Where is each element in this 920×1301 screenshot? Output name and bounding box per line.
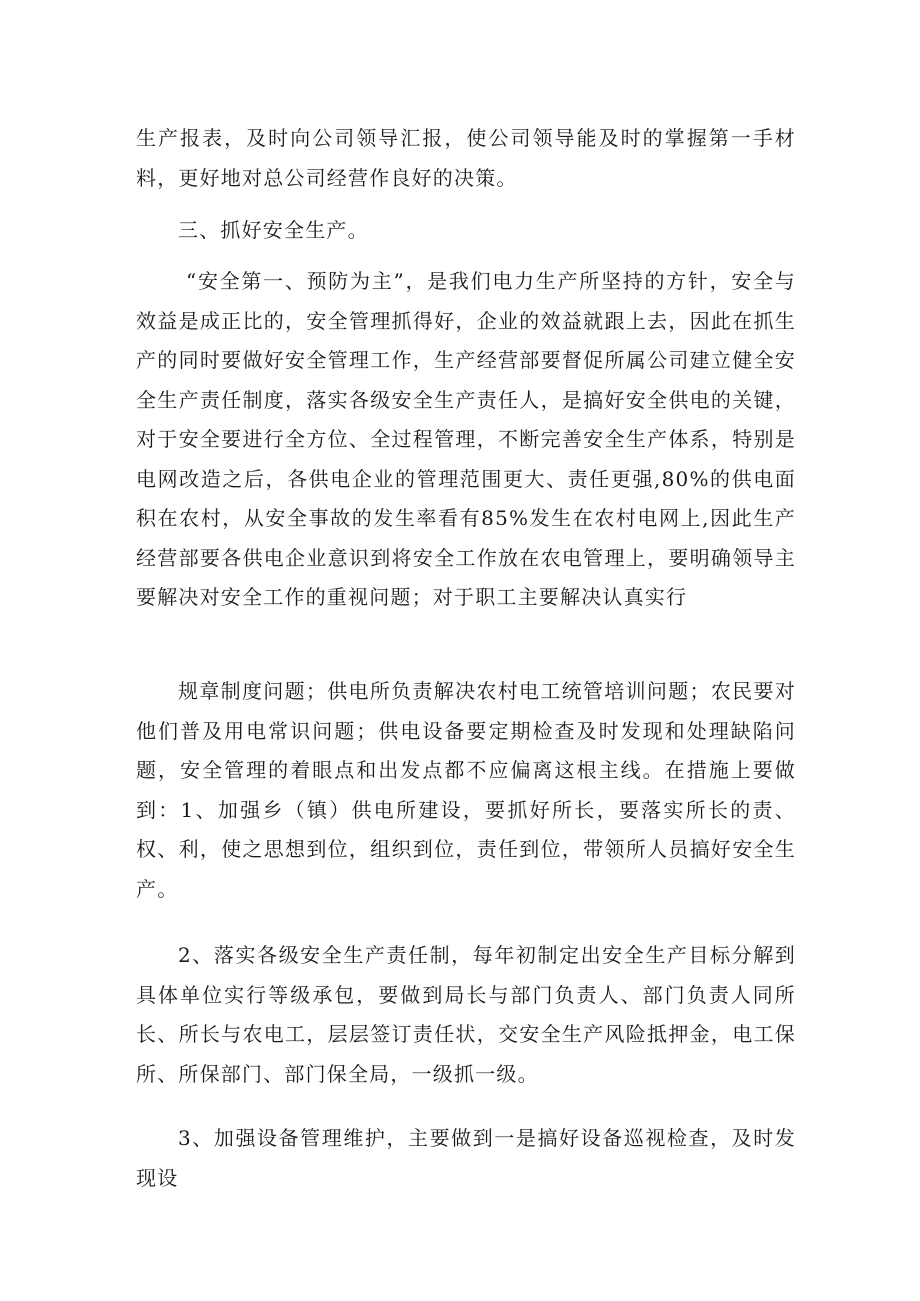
paragraph-reporting	[136, 119, 796, 198]
paragraph-text: 规章制度问题；供电所负责解决农村电工统管培训问题；农民要对他们普及用电常识问题；供电设备要定期检查及时发现和处理缺陷问题，安全管理的着眼点和出发点都不应偏离这根主线。在措施上要做到：1、加强乡（镇）供电所建设，要抓好所长，要落实所长的责、权、利，使之思想到位，组织到位，责任到位，带领所人员搞好安全生产。	[136, 679, 796, 901]
paragraph-equipment	[136, 1119, 796, 1198]
paragraph-safety-policy	[136, 262, 796, 618]
section-heading-safety	[136, 211, 796, 251]
paragraph-text: “安全第一、预防为主”，是我们电力生产所坚持的方针，安全与效益是成正比的，安全管理抓得好，企业的效益就跟上去，因此在抓生产的同时要做好安全管理工作，生产经营部要督促所属公司建立健全安全生产责任制度，落实各级安全生产责任人，是搞好安全供电的关键，对于安全要进行全方位、全过程管理，不断完善安全生产体系，特别是电网改造之后，各供电企业的管理范围更大、责任更强,80%的供电面积在农村，从安全事故的发生率看有85%发生在农村电网上,因此生产经营部要各供电企业意识到将安全工作放在农电管理上，要明确领导主要解决对安全工作的重视问题；对于职工主要解决认真实行	[136, 269, 796, 609]
paragraph-text: 3、加强设备管理维护，主要做到一是搞好设备巡视检查，及时发现设	[136, 1126, 796, 1190]
paragraph-responsibility	[136, 936, 796, 1094]
paragraph-text: 生产报表，及时向公司领导汇报，使公司领导能及时的掌握第一手材料，更好地对总公司经营作良好的决策。	[136, 126, 796, 190]
paragraph-regulations	[136, 672, 796, 909]
section-heading-text: 三、抓好安全生产。	[178, 218, 369, 242]
paragraph-text: 2、落实各级安全生产责任制，每年初制定出安全生产目标分解到具体单位实行等级承包，要做到局长与部门负责人、部门负责人同所长、所长与农电工，层层签订责任状，交安全生产风险抵押金，电工保所、所保部门、部门保全局，一级抓一级。	[136, 943, 796, 1086]
